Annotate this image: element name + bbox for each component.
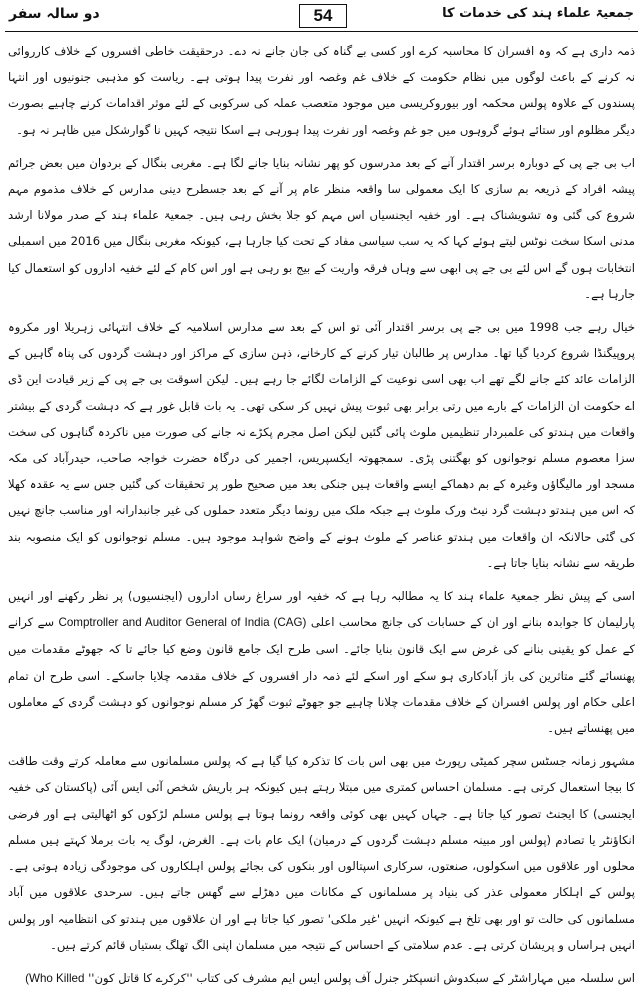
page-body — [8, 38, 635, 999]
english-term: Comptroller and Auditor General of India (CAG) — [58, 616, 307, 630]
book-title: دو سالہ سفر — [9, 6, 100, 22]
header-rule — [5, 31, 638, 33]
paragraph: مشہور زمانہ جسٹس سچر کمیٹی رپورٹ میں بھی اس بات کا تذکرہ کیا گیا ہے کہ پولس مسلمانوں سے معاملہ کرتے وقت طاقت کا بیجا استعمال کرتی ہے۔ مسلمان احساس کمتری میں مبتلا رہتے ہیں کیونکہ ہر باریش شخص آئی ایس آئی (پاکستان کی خفیہ ایجنسی) کا ایجنٹ تصور کیا جاتا ہے۔ جہاں کہیں بھی کوئی واقعہ رونما ہوتا ہے پولس مسلم لڑکوں کو اٹھالیتی ہے اور فرضی انکاؤنٹر یا تصادم (پولس اور مبینہ مسلم دہشت گردوں کے درمیان) ایک عام بات ہے۔ الغرض، لوگ یہ بات برملا کہتے ہیں مسلم محلوں اور علاقوں میں اسکولوں، صنعتوں، سرکاری اسپتالوں اور بنکوں کی بجائے پولس اہلکاروں کی موجودگی زیادہ ہوتی ہے۔ پولس کے اہلکار معمولی عذر کی بنیاد پر مسلمانوں کے مکانات میں دھڑلے سے گھس جاتے ہیں۔ سرحدی علاقوں میں آباد مسلمانوں کی حالت تو اور بھی تلخ ہے کیونکہ انہیں 'غیر ملکی' تصور کیا جاتا ہے اور ان علاقوں میں ہندتو کی انتظامیہ اور پولس انہیں ہراساں و پریشان کرتی ہے۔ عدم سلامتی کے احساس کے نتیجہ میں مسلمان اپنی الگ تھلگ بستیاں قائم کرتے ہیں۔ — [8, 754, 635, 952]
paragraph: اسی کے پیش نظر جمعیۃ علماء ہند کا یہ مطالبہ رہا ہے کہ خفیہ اور سراغ رساں اداروں (ایجنسیوں) پر نظر رکھنے اور انہیں پارلیمان کا جوابدہ بنانے اور ان کے حسابات کی جانچ محاسب اعلی Comptroller and Auditor General of India (CAG) سے کرانے کے عمل کو یقینی بنانے کی غرض سے ایک قانون بنایا جائے۔ اسی طرح ایک جامع قانون وضع کیا جائے تا کہ جھوٹے مقدمات میں پھنسائے گئے متاثرین کی باز آبادکاری ہو سکے اور اسکے لئے ذمہ دار افسروں کے خلاف مقدمہ چلایا جاسکے۔ اسی طرح ان تمام اعلی حکام اور پولس افسران کے خلاف مقدمات چلانا چاہیے جو جھوٹے ثبوت گھڑ کر مسلم نوجوانوں کو دہشت گردی کے معاملوں میں پھنساتے ہیں۔ — [8, 589, 635, 736]
paragraph: اب بی جے پی کے دوبارہ برسر اقتدار آنے کے بعد مدرسوں کو پھر نشانہ بنایا جانے لگا ہے۔ مغربی بنگال کے بردوان میں بعض جرائم پیشہ افراد کے ذریعہ بم سازی کا ایک معمولی سا واقعہ منظر عام پر آنے کے بعد جسطرح دینی مدارس کے خلاف مذموم مہم شروع کی گئی وہ تشویشناک ہے۔ اور خفیہ ایجنسیاں اس مہم کو جلا بخش رہی ہیں۔ جمعیۃ علماء ہند کے صدر مولانا ارشد مدنی اسکا سخت نوٹس لیتے ہوئے کہا کہ یہ سب سیاسی مفاد کے تحت کیا جارہا ہے، کیونکہ مغربی بنگال میں 2016 میں اسمبلی انتخابات ہوں گے اس لئے بی جے پی ابھی سے وہاں فرقہ واریت کے بیج بو رہی ہے اور اس کام کے لئے خفیہ اداروں کو استعمال کیا جارہا ہے۔ — [8, 155, 635, 301]
english-term: (Who Killed — [25, 971, 85, 985]
page-header — [5, 4, 638, 30]
paragraph: خیال رہے جب 1998 میں بی جے پی برسر اقتدار آئی تو اس کے بعد سے مدارس اسلامیہ کے خلاف انتہائی زہریلا اور مکروہ پروپیگنڈا شروع کردیا گیا تھا۔ مدارس پر طالبان تیار کرنے کے کارخانے، ذہن سازی کے مراکز اور دہشت گردوں کی پناہ گاہیں کے الزامات عائد کئے جانے لگے تھے اب بھی اسی نوعیت کے الزامات لگائے جا رہے ہیں۔ لیکن اسوقت بی جے پی کے زیر قیادت این ڈی اے حکومت ان الزامات کے بارے میں رتی برابر بھی ثبوت پیش نہیں کر سکی تھی۔ یہ بات قابل غور ہے کہ دہشت گردی کے بیشتر واقعات میں ہندتو کی علمبردار تنظیمیں ملوث پائی گئیں لیکن اصل مجرم پکڑے نہ جانے کی صورت میں ناکردہ گناہوں کی سخت سزا معصوم مسلم نوجوانوں کو بھگتنی پڑی۔ سمجھوتہ ایکسپریس، اجمیر کی درگاہ حضرت خواجہ صاحب، حیدرآباد کی مکہ مسجد اور مالیگاؤں وغیرہ کے بم دھماکے ایسے واقعات ہیں جنکی بعد میں صحیح طور پر تحقیقات کی گئیں جس سے یہ عقدہ کھلا کہ اس میں ہندتو دہشت گرد نیٹ ورک ملوث ہے جبکہ ملک میں رونما دیگر متعدد حملوں کی غیر جانبدارانہ اور مناسب جانچ نہیں کی گئی حالانکہ ان واقعات میں ہندتو عناصر کے ملوث ہونے کے واضح شواہد موجود ہیں۔ مسلم نوجوانوں کو ایک منصوبہ بند طریقہ سے نشانہ بنایا جاتا ہے۔ — [8, 320, 635, 570]
page-number: 54 — [299, 4, 347, 28]
paragraph: ذمہ داری ہے کہ وہ افسران کا محاسبہ کرے اور کسی بے گناہ کی جان جانے نہ دے۔ درحقیقت خاطی افسروں کے خلاف کارروائی نہ کرنے کے باعث لوگوں میں نظام حکومت کے خلاف غم وغصہ اور نفرت پیدا ہوتی ہے۔ ریاست کو مذہبی جنونیوں اور انتہا پسندوں کے علاوہ پولس محکمہ اور بیوروکریسی میں موجود متعصب عملہ کی سرکوبی کے لئے موثر اقدامات کرنے چاہیے بصورت دیگر مظلوم اور ستائے ہوئے گروہوں میں جو غم وغصہ اور نفرت پیدا ہورہی ہے اسکا نتیجہ کہیں نا گوارشکل میں ظاہر نہ ہو۔ — [8, 44, 635, 137]
paragraph: اس سلسلہ میں مہاراشٹر کے سبکدوش انسپکٹر جنرل آف پولس ایس ایم مشرف کی کتاب ''کرکرے کا قاتل کون'' (Who Killed — [25, 970, 635, 985]
chapter-title: جمعیۃ علماء ہند کی خدمات کا — [442, 6, 634, 21]
